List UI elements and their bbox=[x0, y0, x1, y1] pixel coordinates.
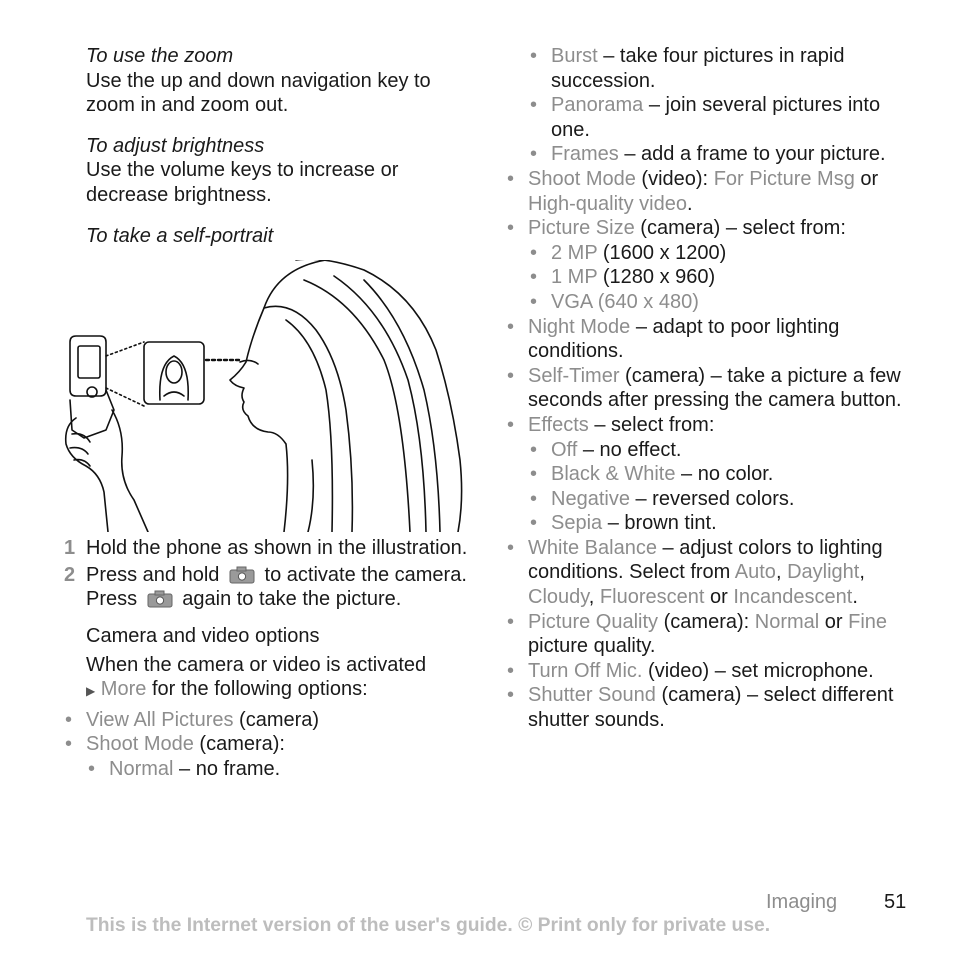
list-item bbox=[506, 659, 916, 684]
list-item bbox=[506, 290, 916, 315]
more-menu-label: More bbox=[100, 678, 147, 701]
options-sublist-left bbox=[64, 757, 474, 782]
option-term: Turn Off Mic. bbox=[528, 659, 643, 682]
instruction-steps bbox=[64, 536, 474, 612]
option-value: For Picture Msg bbox=[713, 167, 855, 190]
option-desc: (camera) bbox=[239, 708, 320, 731]
option-term: Self-Timer bbox=[528, 364, 620, 387]
option-desc: picture quality. bbox=[528, 635, 656, 658]
option-value: Incandescent bbox=[733, 586, 853, 609]
more-suffix: for the following options: bbox=[151, 678, 368, 701]
option-desc: (camera): bbox=[199, 733, 285, 756]
option-desc: – join several pictures into one. bbox=[551, 94, 881, 141]
zoom-text: Use the up and down navigation key to zoom in and zoom out. bbox=[86, 69, 431, 117]
option-term: Normal bbox=[109, 757, 174, 780]
option-desc: – brown tint. bbox=[607, 512, 717, 535]
footer-notice: This is the Internet version of the user's guide. © Print only for private use. bbox=[86, 915, 771, 936]
list-item bbox=[64, 732, 474, 757]
shoot-mode-sublist bbox=[506, 44, 916, 167]
option-desc: – adapt to poor lighting conditions. bbox=[528, 315, 840, 363]
step-text: Hold the phone as shown in the illustration. bbox=[86, 537, 468, 560]
option-desc: – take four pictures in rapid succession. bbox=[551, 45, 845, 92]
option-value: Fluorescent bbox=[599, 586, 705, 609]
self-portrait-illustration bbox=[64, 260, 474, 532]
options-title: Camera and video options bbox=[86, 624, 320, 647]
list-item bbox=[506, 265, 916, 290]
option-term: Effects bbox=[528, 413, 589, 436]
option-desc: (video) – set microphone. bbox=[648, 659, 874, 682]
option-desc: (video): bbox=[641, 167, 709, 190]
option-desc: (camera): bbox=[663, 610, 750, 633]
option-value: Daylight bbox=[787, 561, 860, 584]
list-item bbox=[506, 93, 916, 142]
list-item bbox=[506, 241, 916, 266]
list-item bbox=[506, 142, 916, 167]
list-item bbox=[64, 708, 474, 733]
step-1 bbox=[64, 536, 474, 561]
zoom-heading: To use the zoom bbox=[86, 45, 234, 67]
list-item bbox=[506, 364, 916, 413]
option-desc: or bbox=[860, 167, 879, 190]
selfportrait-heading: To take a self-portrait bbox=[86, 224, 274, 247]
option-term: Burst bbox=[551, 45, 598, 67]
list-item bbox=[506, 167, 916, 216]
page-number: 51 bbox=[884, 891, 907, 913]
step-2 bbox=[64, 563, 474, 612]
camera-key-icon bbox=[229, 566, 255, 584]
list-item bbox=[64, 757, 474, 782]
option-term: Picture Quality bbox=[528, 610, 659, 633]
option-desc: – reversed colors. bbox=[635, 487, 795, 510]
list-item bbox=[506, 487, 916, 512]
option-value: Cloudy bbox=[528, 586, 589, 609]
option-desc: – add a frame to your picture. bbox=[624, 143, 886, 166]
option-value: High-quality video bbox=[528, 192, 687, 215]
list-item bbox=[506, 438, 916, 463]
option-term: White Balance bbox=[528, 536, 657, 559]
step-text-c: again to take the picture. bbox=[182, 588, 402, 611]
option-desc: (1280 x 960) bbox=[602, 266, 716, 289]
list-item bbox=[506, 315, 916, 364]
picture-size-sublist bbox=[506, 241, 916, 315]
list-item bbox=[506, 462, 916, 487]
option-desc: . bbox=[686, 192, 693, 215]
step-text-b: to activate the camera. Press bbox=[86, 563, 467, 611]
option-term: VGA (640 x 480) bbox=[551, 290, 699, 313]
option-desc: (camera) – select different shutter sounds. bbox=[528, 684, 894, 732]
left-column bbox=[64, 44, 474, 782]
option-desc: or bbox=[824, 610, 843, 633]
option-desc: (camera) – select from: bbox=[640, 217, 846, 240]
option-desc: – adjust colors to lighting conditions. Select from bbox=[528, 536, 883, 584]
option-term: Negative bbox=[551, 487, 630, 510]
list-item bbox=[506, 413, 916, 438]
step-number: 2 bbox=[64, 563, 76, 586]
brightness-text: Use the volume keys to increase or decrease brightness. bbox=[86, 159, 399, 206]
right-column bbox=[506, 44, 916, 733]
options-intro bbox=[86, 653, 474, 704]
effects-sublist bbox=[506, 438, 916, 536]
option-term: Sepia bbox=[551, 512, 603, 535]
list-item bbox=[506, 216, 916, 241]
arrow-right-icon: ▶ bbox=[86, 684, 96, 699]
option-desc: or bbox=[709, 586, 728, 609]
option-term: Panorama bbox=[551, 94, 644, 117]
option-term: 2 MP bbox=[551, 241, 598, 264]
options-intro-text: When the camera or video is activated bbox=[86, 653, 427, 676]
list-item bbox=[506, 683, 916, 732]
brightness-heading: To adjust brightness bbox=[86, 134, 265, 157]
footer-section-name: Imaging bbox=[766, 891, 838, 913]
list-item: • White Balance – adjust colors to lighting conditions. Select from Auto, Daylight, Cloudy, Fluorescent or Incandescent. bbox=[506, 536, 916, 610]
list-item bbox=[506, 511, 916, 536]
option-desc: – no color. bbox=[681, 463, 774, 486]
option-desc: – no frame. bbox=[179, 757, 281, 780]
option-term: Picture Size bbox=[528, 217, 635, 240]
option-term: Shutter Sound bbox=[528, 684, 656, 707]
options-list-right-3 bbox=[506, 536, 916, 733]
step-text-a: Press and hold bbox=[86, 563, 220, 586]
option-desc: – no effect. bbox=[582, 438, 682, 461]
option-value: Normal bbox=[754, 610, 820, 633]
option-term: Shoot Mode bbox=[86, 733, 194, 756]
option-term: Shoot Mode bbox=[528, 167, 636, 190]
options-list-right-1 bbox=[506, 167, 916, 241]
list-item bbox=[506, 610, 916, 659]
option-value: Auto bbox=[734, 561, 776, 584]
option-value: Fine bbox=[848, 610, 888, 633]
step-number: 1 bbox=[64, 537, 76, 560]
option-term: Black & White bbox=[551, 463, 676, 486]
options-list-left bbox=[64, 708, 474, 757]
camera-key-icon bbox=[147, 590, 173, 608]
option-desc: (1600 x 1200) bbox=[602, 241, 727, 264]
option-term: 1 MP bbox=[551, 266, 598, 289]
options-list-right-2 bbox=[506, 315, 916, 438]
list-item bbox=[506, 44, 916, 93]
option-term: Frames bbox=[551, 143, 619, 166]
option-desc: – select from: bbox=[594, 413, 715, 436]
option-term: Night Mode bbox=[528, 315, 631, 338]
option-desc: (camera) – take a picture a few seconds after pressing the camera button. bbox=[528, 364, 902, 412]
option-term: Off bbox=[551, 438, 578, 461]
option-term: View All Pictures bbox=[86, 708, 234, 731]
